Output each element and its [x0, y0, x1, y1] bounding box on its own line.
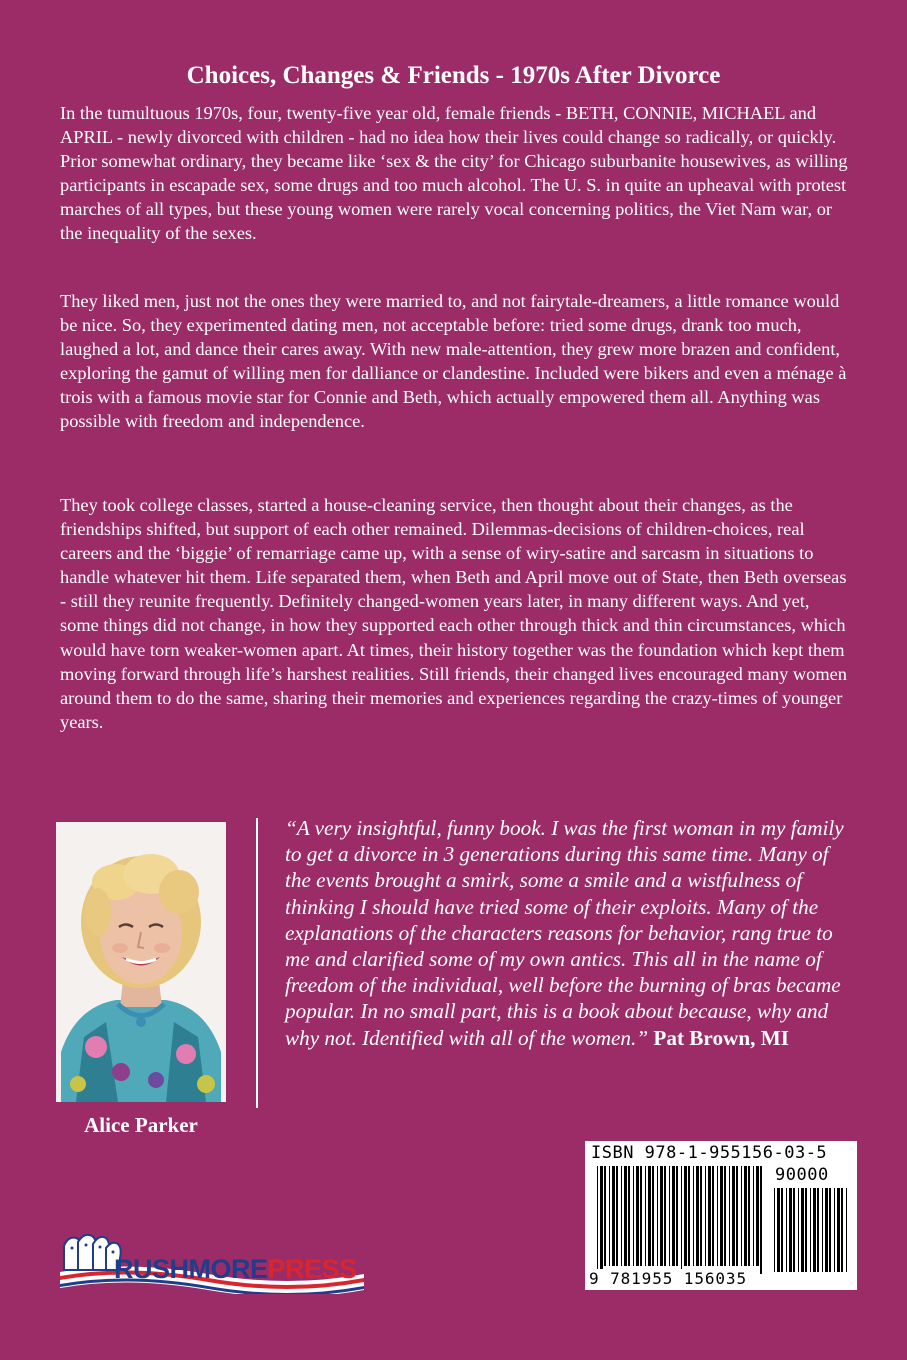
author-portrait-illustration [56, 822, 226, 1102]
barcode-bar [841, 1188, 843, 1272]
barcode-bar [801, 1188, 804, 1272]
barcode-bar [705, 1166, 706, 1266]
barcode-bar [810, 1188, 811, 1272]
barcode-bar [817, 1188, 819, 1272]
barcode-bar [693, 1166, 694, 1266]
synopsis-paragraph-2: They liked men, just not the ones they were married to, and not fairytale-dreamers, a little romance would be nice. So, they experimented dating men, not acceptable before: tried some drugs, drank too much, laughed a lot, and dance their cares away. With new male-attention, they grew more brazen and confident, exploring the gamut of willing men for dalliance or clandestine. Included were bikers and even a ménage à trois with a famous movie star for Connie and Beth, which actually empowered them all. Anything was possible with freedom and independence. [60, 291, 847, 432]
testimonial-quote [285, 815, 857, 1051]
barcode-bar [688, 1166, 690, 1266]
price-code: 90000 [775, 1165, 829, 1185]
barcode-bar [805, 1188, 807, 1272]
barcode-bars [597, 1166, 765, 1274]
barcode-bar [708, 1166, 711, 1266]
barcode-bar [712, 1166, 714, 1266]
barcode-addon-bars [774, 1188, 850, 1272]
barcode-bar [612, 1166, 615, 1266]
barcode-bar [744, 1166, 747, 1266]
author-photo [56, 822, 226, 1102]
barcode-bar [793, 1188, 795, 1272]
barcode-bar [624, 1166, 627, 1266]
barcode-bar [628, 1166, 630, 1266]
barcode-bar [648, 1166, 651, 1266]
barcode-bar [609, 1166, 610, 1266]
barcode-bar [822, 1188, 823, 1272]
publisher-name [114, 1254, 357, 1285]
barcode-bar [696, 1166, 699, 1266]
barcode-bar [657, 1166, 658, 1266]
barcode-bar [597, 1166, 598, 1274]
quote-text: “A very insightful, funny book. I was the first woman in my family to get a divorce in 3 generations during this same time. Many of the events brought a smirk, some a smile and a wistfulness of thinking I should have tried some of their exploits. Many of the explanations of the characters reasons for behavior, rang true to me and clarified some of my own antics. This all in the name of freedom of the individual, well before the burning of bras became popular. In no small part, this is a book about because, why and why not. Identified with all of the women.” [285, 816, 844, 1050]
barcode-bar [786, 1188, 787, 1272]
publisher-name-part2: PRESS [267, 1254, 357, 1284]
barcode-bar [700, 1166, 702, 1266]
barcode-bar [672, 1166, 675, 1266]
barcode-bar [600, 1166, 603, 1274]
barcode-bar [834, 1188, 835, 1272]
barcode-bar [748, 1166, 750, 1266]
barcode-bar [633, 1166, 634, 1266]
barcode-bar [760, 1166, 762, 1274]
quote-attribution: Pat Brown, MI [653, 1025, 789, 1050]
barcode-bar [736, 1166, 738, 1266]
barcode-bar [636, 1166, 639, 1266]
publisher-name-part1: RUSHMORE [114, 1254, 268, 1284]
barcode-bar [741, 1166, 742, 1266]
isbn-barcode [585, 1141, 857, 1290]
barcode-bar [729, 1166, 730, 1266]
barcode-bar [717, 1166, 718, 1266]
barcode-bar [616, 1166, 618, 1266]
barcode-bar [604, 1166, 606, 1266]
barcode-bar [720, 1166, 723, 1266]
synopsis-paragraph-3: They took college classes, started a house-cleaning service, then thought about their changes, as the friendships shifted, but support of each other remained. Dilemmas-decisions of children-choices, real careers and the ‘biggie’ of remarriage came up, with a sense of wiry-satire and sarcasm in situations to handle whatever hit them. Life separated them, when Beth and April move out of State, then Beth overseas - still they reunite frequently. Definitely changed-women years later, in many different ways. And yet, some things did not change, in how they supported each other through thick and thin circumstances, which would have torn weaker-women apart. At times, their history together was the foundation which kept them moving forward through life’s harshest realities. Still friends, their changed lives encouraged many women around them to do the same, sharing their memories and experiences regarding the crazy-times of younger years. [60, 495, 848, 732]
barcode-bar [669, 1166, 670, 1266]
barcode-bar [732, 1166, 735, 1266]
barcode-bar [660, 1166, 663, 1266]
barcode-bar [781, 1188, 783, 1272]
barcode-bar [676, 1166, 678, 1266]
synopsis-paragraph-1: In the tumultuous 1970s, four, twenty-five year old, female friends - BETH, CONNIE, MICHAEL and APRIL - newly divorced with children - had no idea how their lives could change so radically, or quickly. Prior somewhat ordinary, they became like ‘sex & the city’ for Chicago suburbanite housewives, as willing participants in escapade sex, some drugs and too much alcohol. The U. S. in quite an upheaval with protest marches of all types, but these young women were rarely vocal concerning politics, the Viet Nam war, or the inequality of the sexes. [60, 103, 848, 244]
barcode-bar [837, 1188, 840, 1272]
barcode-bar [664, 1166, 666, 1266]
barcode-bar [756, 1166, 759, 1266]
barcode-bar [829, 1188, 831, 1272]
barcode-bar [724, 1166, 726, 1266]
barcode-bar [645, 1166, 646, 1266]
book-title: Choices, Changes & Friends - 1970s After Divorce [186, 62, 721, 89]
publisher-logo [58, 1230, 368, 1294]
author-name: Alice Parker [84, 1113, 198, 1137]
barcode-bar [753, 1166, 754, 1266]
vertical-divider [256, 818, 258, 1108]
barcode-bar [774, 1188, 775, 1272]
barcode-bar [621, 1166, 622, 1266]
isbn-number: ISBN 978-1-955156-03-5 [591, 1143, 828, 1163]
barcode-bar [789, 1188, 792, 1272]
barcode-digits: 9 781955 156035 [589, 1269, 747, 1288]
barcode-bar [640, 1166, 642, 1266]
barcode-bar [825, 1188, 828, 1272]
barcode-bar [846, 1188, 847, 1272]
barcode-bar [777, 1188, 780, 1272]
barcode-bar [813, 1188, 816, 1272]
barcode-bar [684, 1166, 687, 1266]
barcode-bar [652, 1166, 654, 1266]
barcode-bar [681, 1166, 682, 1274]
barcode-bar [798, 1188, 799, 1272]
